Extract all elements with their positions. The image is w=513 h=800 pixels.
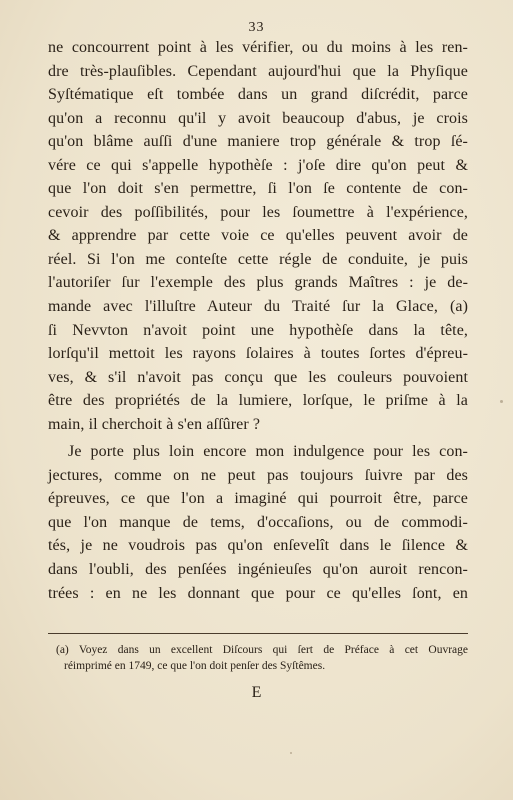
- paper-speck: [290, 752, 292, 754]
- footnote-line: (a) Voyez dans un excellent Diſcours qui ſert de Préface à cet Ouvrage: [56, 644, 468, 656]
- text-line: lorſqu'il mettoit les rayons ſolaires à toutes ſortes d'épreu-: [48, 345, 468, 363]
- text-line: trées : en ne les donnant que pour ce qu'elles ſont, en: [48, 584, 468, 602]
- signature-mark: E: [251, 684, 262, 701]
- text-line: ves, & s'il n'avoit pas conçu que les couleurs pouvoient: [48, 368, 468, 386]
- text-line: qu'on a reconnu qu'il y avoit beaucoup d'abus, je crois: [48, 109, 468, 127]
- text-line: tés, je ne voudrois pas qu'on enſevelît dans le ſilence &: [48, 537, 468, 555]
- text-line: vére ce qui s'appelle hypothèſe : j'oſe dire qu'on peut &: [48, 156, 468, 174]
- text-line: être des propriétés de la lumiere, lorſque, le priſme à la: [48, 392, 468, 410]
- text-line: qu'on blâme auſſi d'une maniere trop générale & trop ſé-: [48, 133, 468, 151]
- page-number: 33: [248, 20, 265, 35]
- footnote-line: réimprimé en 1749, ce que l'on doit penſer des Syſtêmes.: [64, 660, 326, 672]
- text-line: réel. Si l'on me conteſte cette régle de conduite, je puis: [48, 250, 468, 268]
- text-line: ne concourrent point à les vérifier, ou du moins à les ren-: [48, 39, 468, 56]
- text-line: & apprendre par cette voie ce qu'elles peuvent avoir de: [48, 227, 468, 245]
- text-line: dre très-plauſibles. Cependant aujourd'hui que la Phyſique: [48, 62, 468, 80]
- text-line: mande avec l'illuſtre Auteur du Traité ſur la Glace, (a): [48, 298, 468, 316]
- text-line: épreuves, ce que l'on a imaginé qui pourroit être, parce: [48, 490, 468, 508]
- text-line: Je porte plus loin encore mon indulgence pour les con-: [68, 443, 468, 461]
- footnote-rule: [48, 633, 468, 634]
- footnote: [56, 642, 468, 674]
- paper-speck: [500, 400, 503, 403]
- text-line: que l'on doit s'en permettre, ſi l'on ſe contente de con-: [48, 180, 468, 198]
- text-line: cevoir des poſſibilités, pour les ſoumettre à l'expérience,: [48, 203, 468, 221]
- text-line: l'autoriſer ſur l'exemple des plus grands Maîtres : je de-: [48, 274, 468, 292]
- text-line: dans l'oubli, des penſées ingénieuſes qu'on auroit rencon-: [48, 561, 468, 579]
- text-line: jectures, comme on ne peut pas toujours ſuivre par des: [48, 466, 468, 484]
- text-line: main, il cherchoit à s'en aſſûrer ?: [48, 415, 261, 433]
- body-text: [48, 36, 468, 605]
- text-line: Syſtématique eſt tombée dans un grand diſcrédit, parce: [48, 86, 468, 104]
- text-line: ſi Nevvton n'avoit point une hypothèſe dans la tête,: [48, 321, 468, 339]
- text-line: que l'on manque de tems, d'occaſions, ou de commodi-: [48, 513, 468, 531]
